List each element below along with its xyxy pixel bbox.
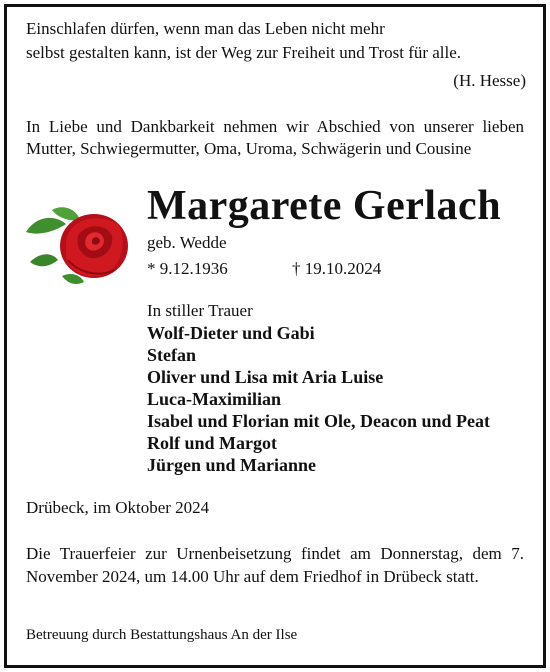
mourner-name: Jürgen und Marianne — [147, 455, 317, 475]
rose-icon — [60, 214, 128, 278]
undertaker-text: Betreuung durch Bestattungshaus An der Ilse — [26, 627, 298, 643]
mourner-name: Stefan — [147, 345, 196, 365]
rose-image — [22, 202, 134, 290]
mourner-name: Wolf-Dieter und Gabi — [147, 323, 315, 343]
death-date: † 19.10.2024 — [292, 259, 382, 278]
mourner-name: Rolf und Margot — [147, 433, 277, 453]
birth-date: * 9.12.1936 — [147, 259, 228, 278]
intro-text: In Liebe und Dankbarkeit nehmen wir Abschied von unserer lieben Mutter, Schwiegermutter, Oma, Uroma, Schwägerin und Cousine — [26, 117, 524, 158]
mourner-name: Oliver und Lisa mit Aria Luise — [147, 367, 384, 387]
mourners-heading: In stiller Trauer — [147, 301, 253, 320]
deceased-name: Margarete Gerlach — [147, 183, 502, 229]
mourner-name: Isabel und Florian mit Ole, Deacon und Peat — [147, 411, 491, 431]
place-date: Drübeck, im Oktober 2024 — [26, 498, 210, 517]
quote-author: (H. Hesse) — [453, 71, 526, 90]
quote-line-2: selbst gestalten kann, ist der Weg zur Freiheit und Trost für alle. — [26, 43, 462, 62]
born-name: geb. Wedde — [147, 233, 227, 252]
ceremony-text: Die Trauerfeier zur Urnenbeisetzung findet am Donnerstag, dem 7. November 2024, um 14.00 Uhr auf dem Friedhof in Drübeck statt. — [26, 544, 524, 586]
mourner-name: Luca-Maximilian — [147, 389, 281, 409]
quote-line-1: Einschlafen dürfen, wenn man das Leben nicht mehr — [26, 19, 385, 38]
